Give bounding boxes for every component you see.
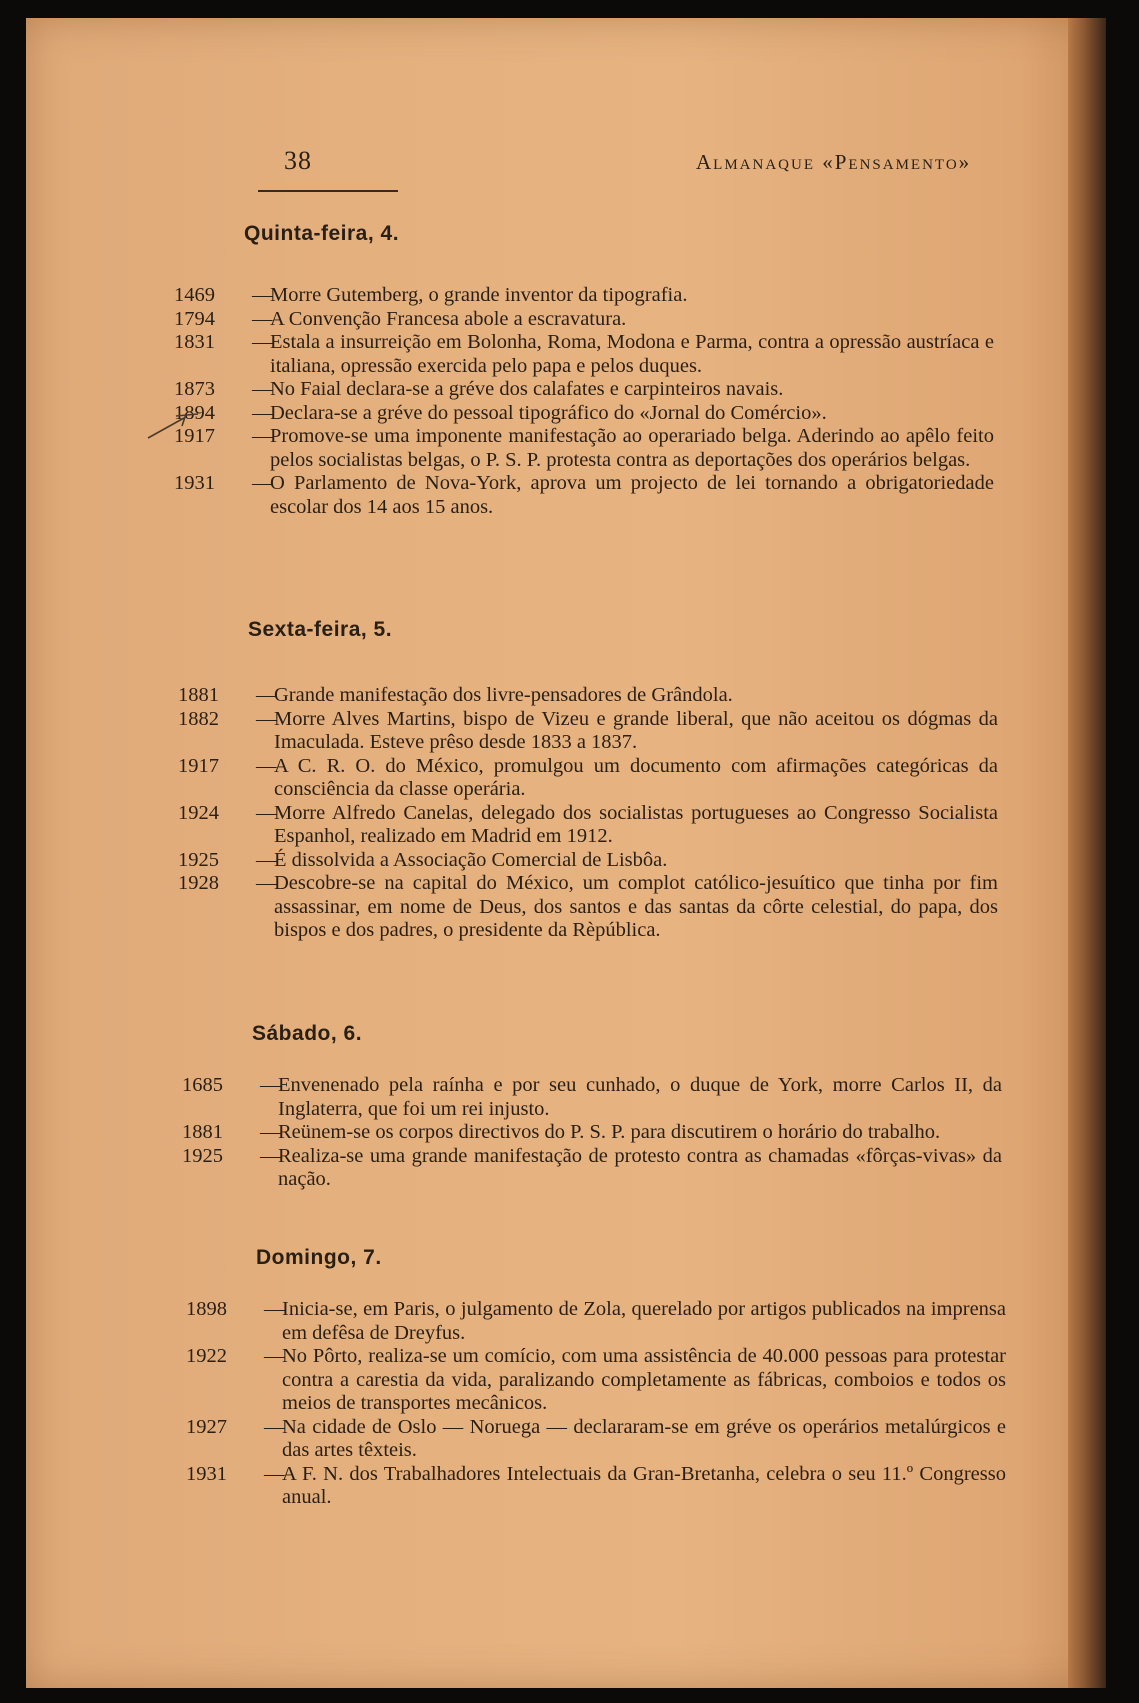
entries-sunday [186, 1298, 1006, 1510]
entry-year: 1794 [174, 307, 215, 330]
entry-dash: — [260, 1144, 281, 1167]
entry-year: 1925 [178, 848, 219, 871]
entry-year: 1881 [182, 1121, 223, 1143]
entry-dash: — [256, 848, 277, 871]
entry-text: Estala a insurreição em Bolonha, Roma, Modona e Parma, contra a opressão austríaca e italiana, opressão exercida pelo papa e pelos duques. [270, 331, 994, 377]
entry-text: Morre Alves Martins, bispo de Vizeu e grande liberal, que não aceitou os dógmas da Imaculada. Esteve prêso desde 1833 a 1837. [274, 707, 998, 753]
entry-year: 1917 [178, 754, 219, 777]
entry-text: A Convenção Francesa abole a escravatura. [270, 307, 627, 330]
entry-text: Envenenado pela raínha e por seu cunhado, o duque de York, morre Carlos II, da Inglaterra, que foi um rei injusto. [278, 1074, 1002, 1120]
entry-text: Grande manifestação dos livre-pensadores de Grândola. [274, 684, 733, 706]
entry-dash: — [264, 1345, 285, 1367]
entry-text: Inicia-se, em Paris, o julgamento de Zola, querelado por artigos publicados na imprensa em defêsa de Dreyfus. [282, 1298, 1006, 1344]
list-item [182, 1121, 1002, 1145]
entry-text: Na cidade de Oslo — Noruega — declararam-se em gréve os operários metalúrgicos e das artes têxteis. [282, 1415, 1006, 1461]
entries-saturday [182, 1074, 1002, 1192]
entry-year: 1831 [174, 331, 215, 353]
list-item [174, 378, 994, 402]
list-item [186, 1345, 1006, 1416]
entry-text: O Parlamento de Nova-York, aprova um projecto de lei tornando a obrigatoriedade escolar dos 14 aos 15 anos. [270, 472, 994, 518]
list-item [182, 1145, 1002, 1192]
list-item [174, 402, 994, 426]
entry-text: É dissolvida a Associação Comercial de Lisbôa. [274, 848, 668, 871]
list-item [178, 755, 998, 802]
entry-dash: — [252, 401, 273, 424]
entries-thursday [174, 284, 994, 519]
entry-year: 1894 [174, 401, 215, 424]
entry-year: 1685 [182, 1074, 223, 1096]
entry-text: No Faial declara-se a gréve dos calafates e carpinteiros navais. [270, 378, 784, 400]
list-item [174, 472, 994, 519]
list-item [182, 1074, 1002, 1121]
list-item [178, 849, 998, 873]
entry-text: Morre Alfredo Canelas, delegado dos socialistas portugueses ao Congresso Socialista Espanhol, realizado em Madrid em 1912. [274, 801, 998, 847]
entry-dash: — [264, 1415, 285, 1438]
entry-dash: — [252, 425, 273, 447]
list-item [178, 802, 998, 849]
entry-dash: — [252, 378, 273, 400]
entry-year: 1931 [186, 1462, 227, 1485]
entry-dash: — [252, 307, 273, 330]
entry-dash: — [256, 801, 277, 824]
entry-text: Reünem-se os corpos directivos do P. S. P. para discutirem o horário do trabalho. [278, 1121, 941, 1143]
entry-text: Promove-se uma imponente manifestação ao operariado belga. Aderindo ao apêlo feito pelos socialistas belgas, o P. S. P. protesta contra as deportações dos operários belgas. [270, 425, 994, 471]
entry-dash: — [252, 284, 273, 306]
day-heading-friday: Sexta-feira, 5. [248, 618, 393, 641]
page-spine-edge [1068, 18, 1106, 1688]
entry-dash: — [252, 331, 273, 353]
entry-dash: — [260, 1074, 281, 1096]
day-heading-thursday: Quinta-feira, 4. [244, 222, 400, 245]
entry-year: 1928 [178, 872, 219, 894]
entry-year: 1925 [182, 1144, 223, 1167]
list-item [178, 708, 998, 755]
entry-year: 1873 [174, 378, 215, 400]
list-item [174, 425, 994, 472]
entries-friday [178, 684, 998, 943]
entry-year: 1917 [174, 425, 215, 447]
list-item [186, 1463, 1006, 1510]
list-item [174, 308, 994, 332]
entry-dash: — [256, 707, 277, 730]
page-number: 38 [284, 146, 312, 175]
list-item [186, 1416, 1006, 1463]
entry-dash: — [260, 1121, 281, 1143]
entry-year: 1898 [186, 1298, 227, 1320]
book-page [26, 18, 1106, 1688]
list-item [186, 1298, 1006, 1345]
pencil-checkmark-icon [146, 412, 202, 442]
entry-text: Declara-se a gréve do pessoal tipográfico do «Jornal do Comércio». [270, 401, 827, 424]
entry-year: 1882 [178, 707, 219, 730]
header-rule [258, 190, 398, 192]
entry-text: Realiza-se uma grande manifestação de protesto contra as chamadas «fôrças-vivas» da nação. [278, 1144, 1002, 1190]
entry-dash: — [264, 1462, 285, 1485]
list-item [178, 684, 998, 708]
running-title: Almanaque «Pensamento» [696, 150, 972, 174]
day-heading-sunday: Domingo, 7. [256, 1246, 382, 1269]
list-item [178, 872, 998, 943]
entry-text: A F. N. dos Trabalhadores Intelectuais da Gran-Bretanha, celebra o seu 11.º Congresso anual. [282, 1462, 1006, 1508]
entry-text: No Pôrto, realiza-se um comício, com uma assistência de 40.000 pessoas para protestar contra a carestia da vida, paralizando completamente as fábricas, comboios e todos os meios de transportes mecânicos. [282, 1345, 1006, 1414]
entry-year: 1922 [186, 1345, 227, 1367]
entry-dash: — [256, 684, 277, 706]
entry-dash: — [256, 754, 277, 777]
entry-year: 1931 [174, 472, 215, 494]
entry-year: 1881 [178, 684, 219, 706]
entry-year: 1469 [174, 284, 215, 306]
list-item [174, 284, 994, 308]
entry-text: A C. R. O. do México, promulgou um documento com afirmações categóricas da consciência da classe operária. [274, 754, 998, 800]
entry-text: Descobre-se na capital do México, um complot católico-jesuítico que tinha por fim assassinar, em nome de Deus, dos santos e das santas da côrte celestial, do papa, dos bispos e dos padres, o presidente da Rèpública. [274, 872, 998, 941]
entry-dash: — [264, 1298, 285, 1320]
day-heading-saturday: Sábado, 6. [252, 1022, 363, 1045]
entry-text: Morre Gutemberg, o grande inventor da tipografia. [270, 284, 688, 306]
entry-dash: — [256, 872, 277, 894]
list-item [174, 331, 994, 378]
entry-year: 1927 [186, 1415, 227, 1438]
entry-dash: — [252, 472, 273, 494]
entry-year: 1924 [178, 801, 219, 824]
